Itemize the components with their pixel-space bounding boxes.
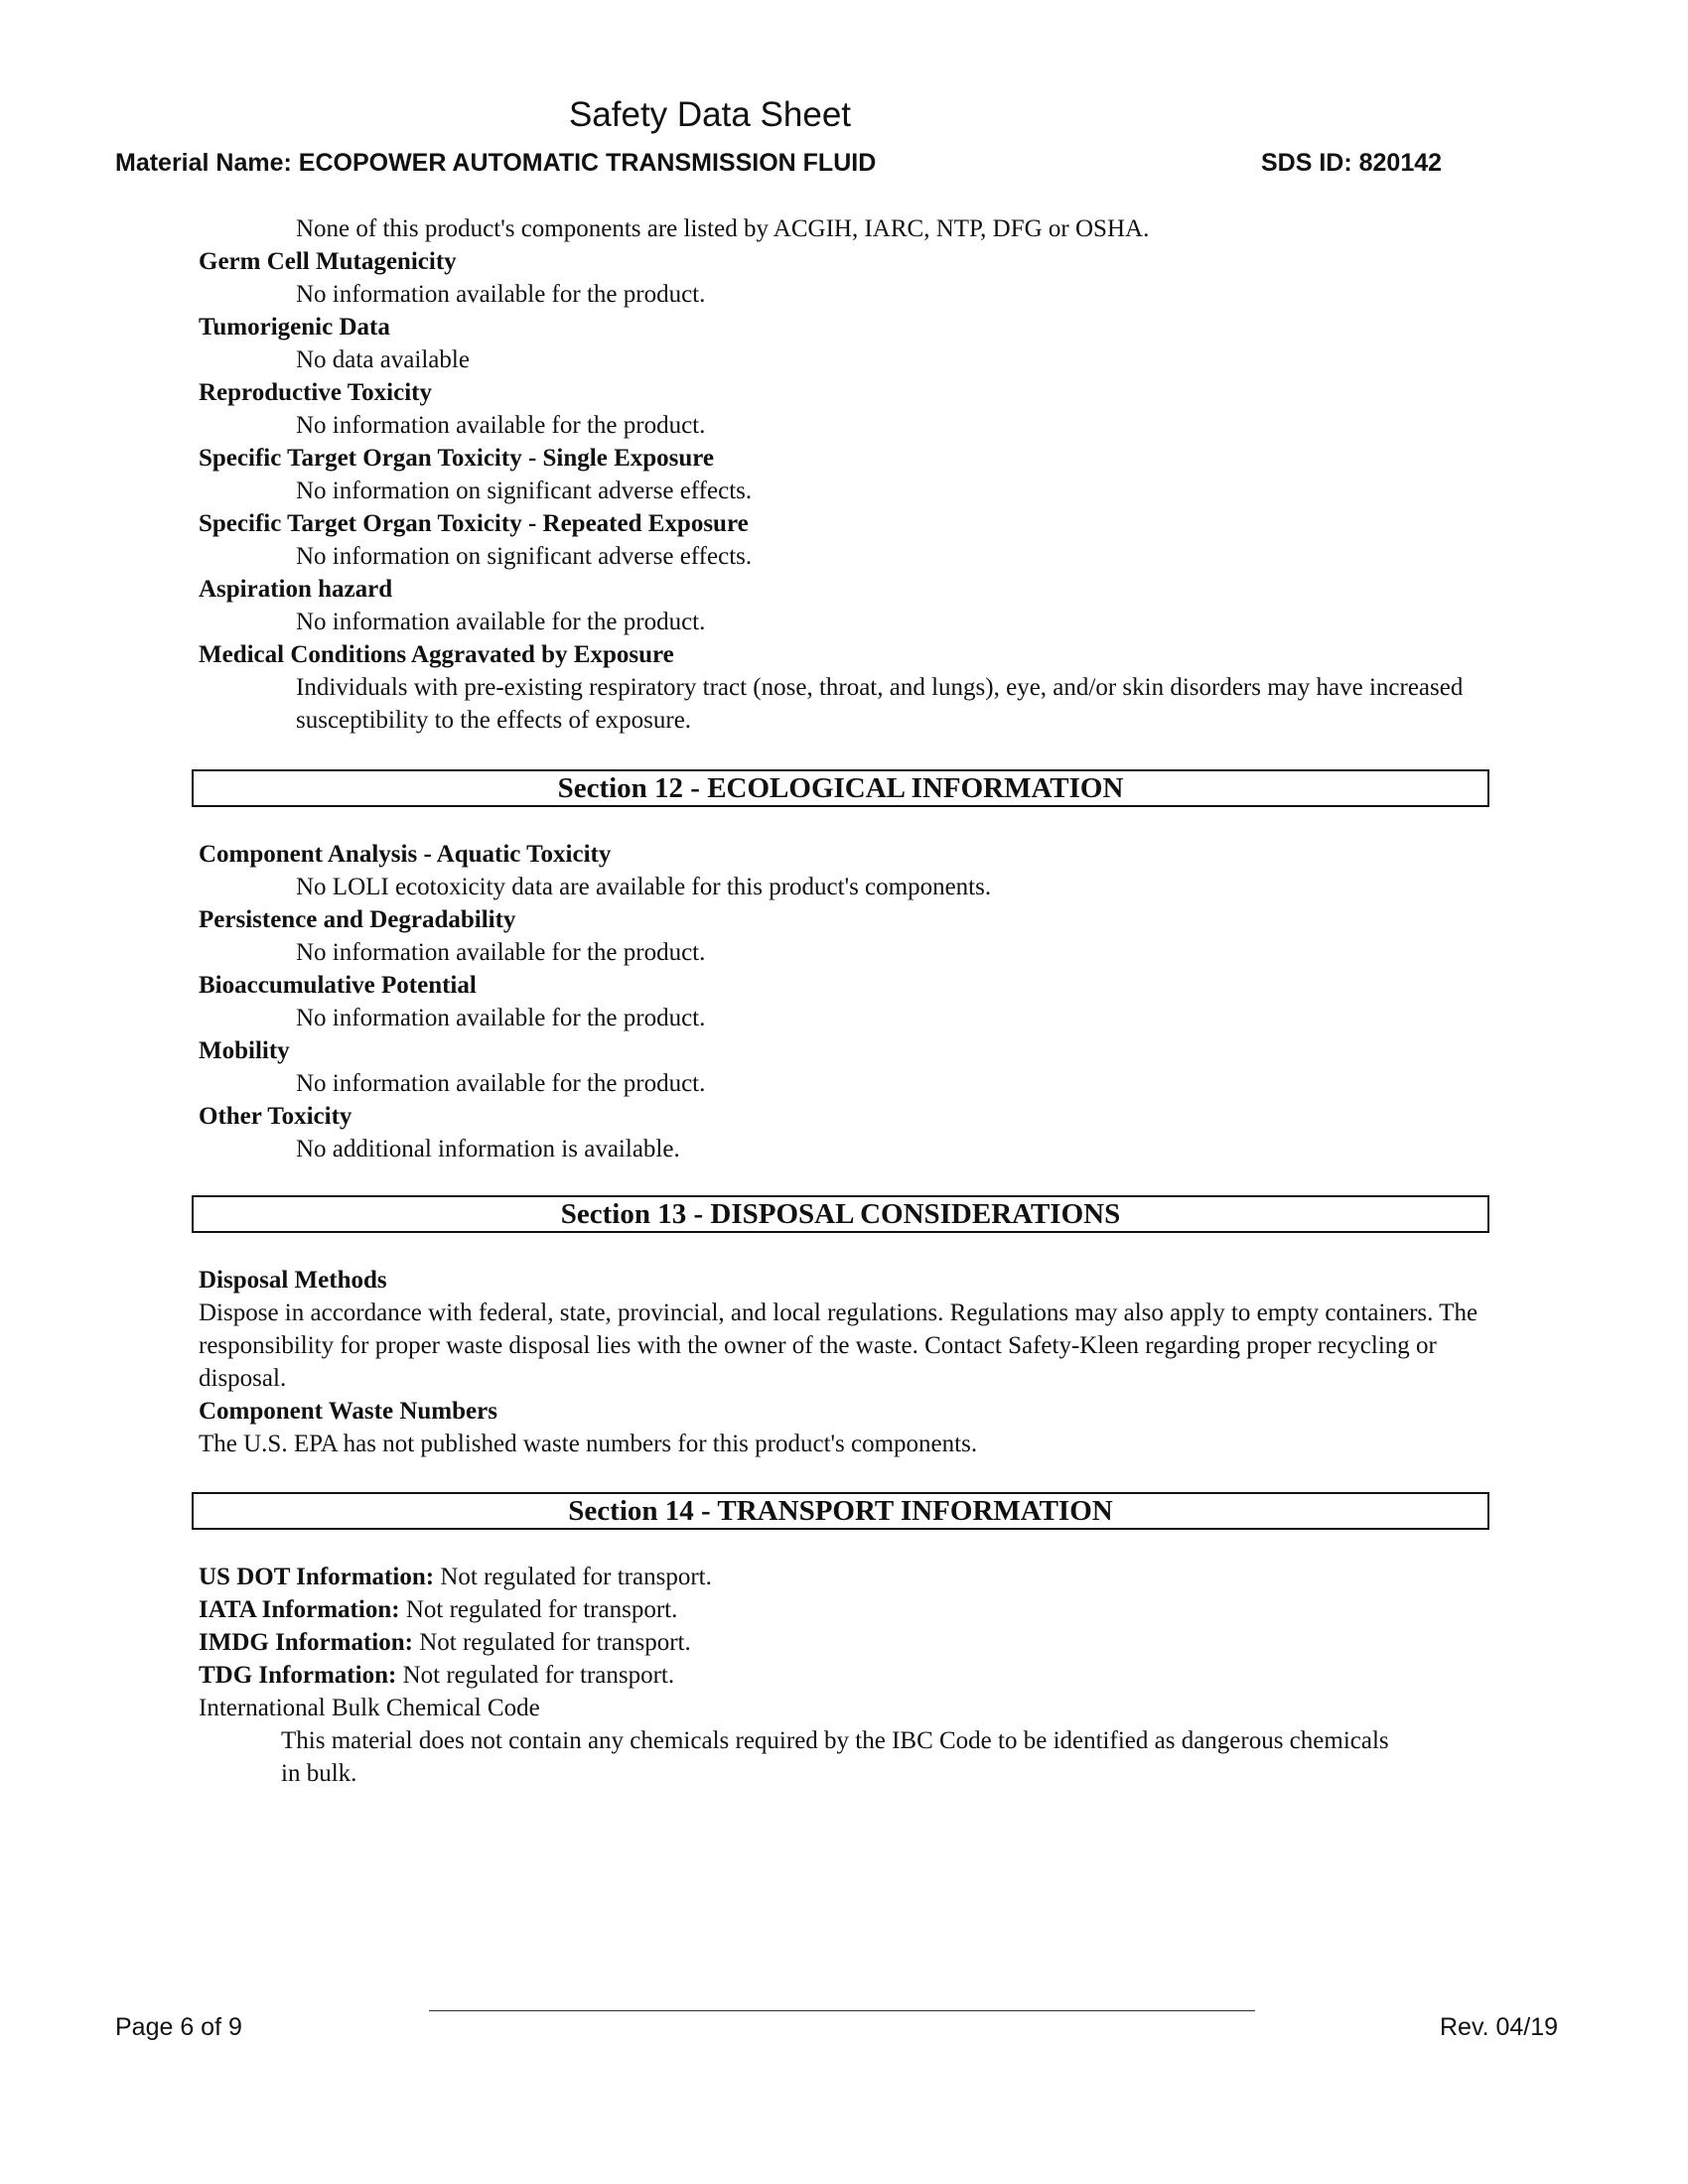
us-dot-value: Not regulated for transport. bbox=[440, 1564, 712, 1590]
reproductive-text: No information available for the product. bbox=[296, 412, 706, 439]
iata-value: Not regulated for transport. bbox=[405, 1596, 678, 1623]
carcinogen-note: None of this product's components are listed by ACGIH, IARC, NTP, DFG or OSHA. bbox=[296, 215, 1150, 242]
stot-single-heading: Specific Target Organ Toxicity - Single Exposure bbox=[199, 445, 715, 472]
us-dot-row bbox=[199, 1561, 1509, 1593]
footer-divider bbox=[429, 2010, 1255, 2011]
tdg-value: Not regulated for transport. bbox=[402, 1662, 675, 1689]
waste-numbers-heading: Component Waste Numbers bbox=[199, 1398, 497, 1425]
tdg-row bbox=[199, 1659, 1509, 1692]
ibc-heading: International Bulk Chemical Code bbox=[199, 1695, 540, 1721]
mobility-text: No information available for the product. bbox=[296, 1070, 706, 1097]
imdg-row bbox=[199, 1626, 1509, 1659]
aquatic-toxicity-heading: Component Analysis - Aquatic Toxicity bbox=[199, 841, 612, 868]
section-14-title: Section 14 - TRANSPORT INFORMATION bbox=[192, 1492, 1489, 1530]
persistence-text: No information available for the product. bbox=[296, 939, 706, 966]
bioaccumulative-text: No information available for the product. bbox=[296, 1005, 706, 1031]
iata-label: IATA Information: bbox=[199, 1596, 400, 1623]
us-dot-label: US DOT Information: bbox=[199, 1564, 435, 1590]
disposal-methods-heading: Disposal Methods bbox=[199, 1267, 387, 1294]
section-12-body bbox=[199, 838, 1509, 1165]
imdg-label: IMDG Information: bbox=[199, 1629, 413, 1656]
page-number: Page 6 of 9 bbox=[115, 2013, 242, 2041]
section-12-title: Section 12 - ECOLOGICAL INFORMATION bbox=[192, 769, 1489, 807]
aspiration-heading: Aspiration hazard bbox=[199, 576, 393, 603]
section-13-body bbox=[199, 1264, 1509, 1460]
material-name: Material Name: ECOPOWER AUTOMATIC TRANSMISSION FLUID bbox=[115, 149, 877, 177]
other-toxicity-text: No additional information is available. bbox=[296, 1136, 680, 1162]
germ-cell-heading: Germ Cell Mutagenicity bbox=[199, 248, 457, 275]
other-toxicity-heading: Other Toxicity bbox=[199, 1103, 352, 1130]
sds-id: SDS ID: 820142 bbox=[1261, 149, 1443, 177]
section-11-continued bbox=[199, 212, 1509, 737]
tumorigenic-heading: Tumorigenic Data bbox=[199, 314, 390, 341]
germ-cell-text: No information available for the product. bbox=[296, 281, 706, 308]
tumorigenic-text: No data available bbox=[296, 346, 470, 373]
medical-conditions-text: Individuals with pre-existing respiratory tract (nose, throat, and lungs), eye, and/or skin disorders may have increased susceptibility to the effects of exposure. bbox=[296, 674, 1464, 734]
tdg-label: TDG Information: bbox=[199, 1662, 397, 1689]
persistence-heading: Persistence and Degradability bbox=[199, 906, 516, 933]
aquatic-toxicity-text: No LOLI ecotoxicity data are available for this product's components. bbox=[296, 874, 992, 900]
mobility-heading: Mobility bbox=[199, 1037, 290, 1064]
bioaccumulative-heading: Bioaccumulative Potential bbox=[199, 972, 477, 999]
stot-repeated-heading: Specific Target Organ Toxicity - Repeated Exposure bbox=[199, 510, 749, 537]
reproductive-heading: Reproductive Toxicity bbox=[199, 379, 432, 406]
ibc-text: This material does not contain any chemicals required by the IBC Code to be identified as dangerous chemicals in bulk. bbox=[281, 1727, 1389, 1787]
page-title: Safety Data Sheet bbox=[568, 95, 852, 134]
iata-row bbox=[199, 1593, 1509, 1626]
imdg-value: Not regulated for transport. bbox=[419, 1629, 691, 1656]
section-14-body bbox=[199, 1561, 1509, 1790]
stot-repeated-text: No information on significant adverse effects. bbox=[296, 543, 753, 570]
disposal-methods-text: Dispose in accordance with federal, state, provincial, and local regulations. Regulations may also apply to empty containers. The responsibility for proper waste disposal lies with the owner of the waste. Contact Safety-Kleen regarding proper recycling or disposal. bbox=[199, 1299, 1478, 1392]
revision: Rev. 04/19 bbox=[1440, 2013, 1559, 2041]
section-13-title: Section 13 - DISPOSAL CONSIDERATIONS bbox=[192, 1195, 1489, 1233]
waste-numbers-text: The U.S. EPA has not published waste numbers for this product's components. bbox=[199, 1431, 978, 1457]
aspiration-text: No information available for the product. bbox=[296, 609, 706, 635]
stot-single-text: No information on significant adverse effects. bbox=[296, 478, 753, 504]
medical-conditions-heading: Medical Conditions Aggravated by Exposure bbox=[199, 641, 674, 668]
